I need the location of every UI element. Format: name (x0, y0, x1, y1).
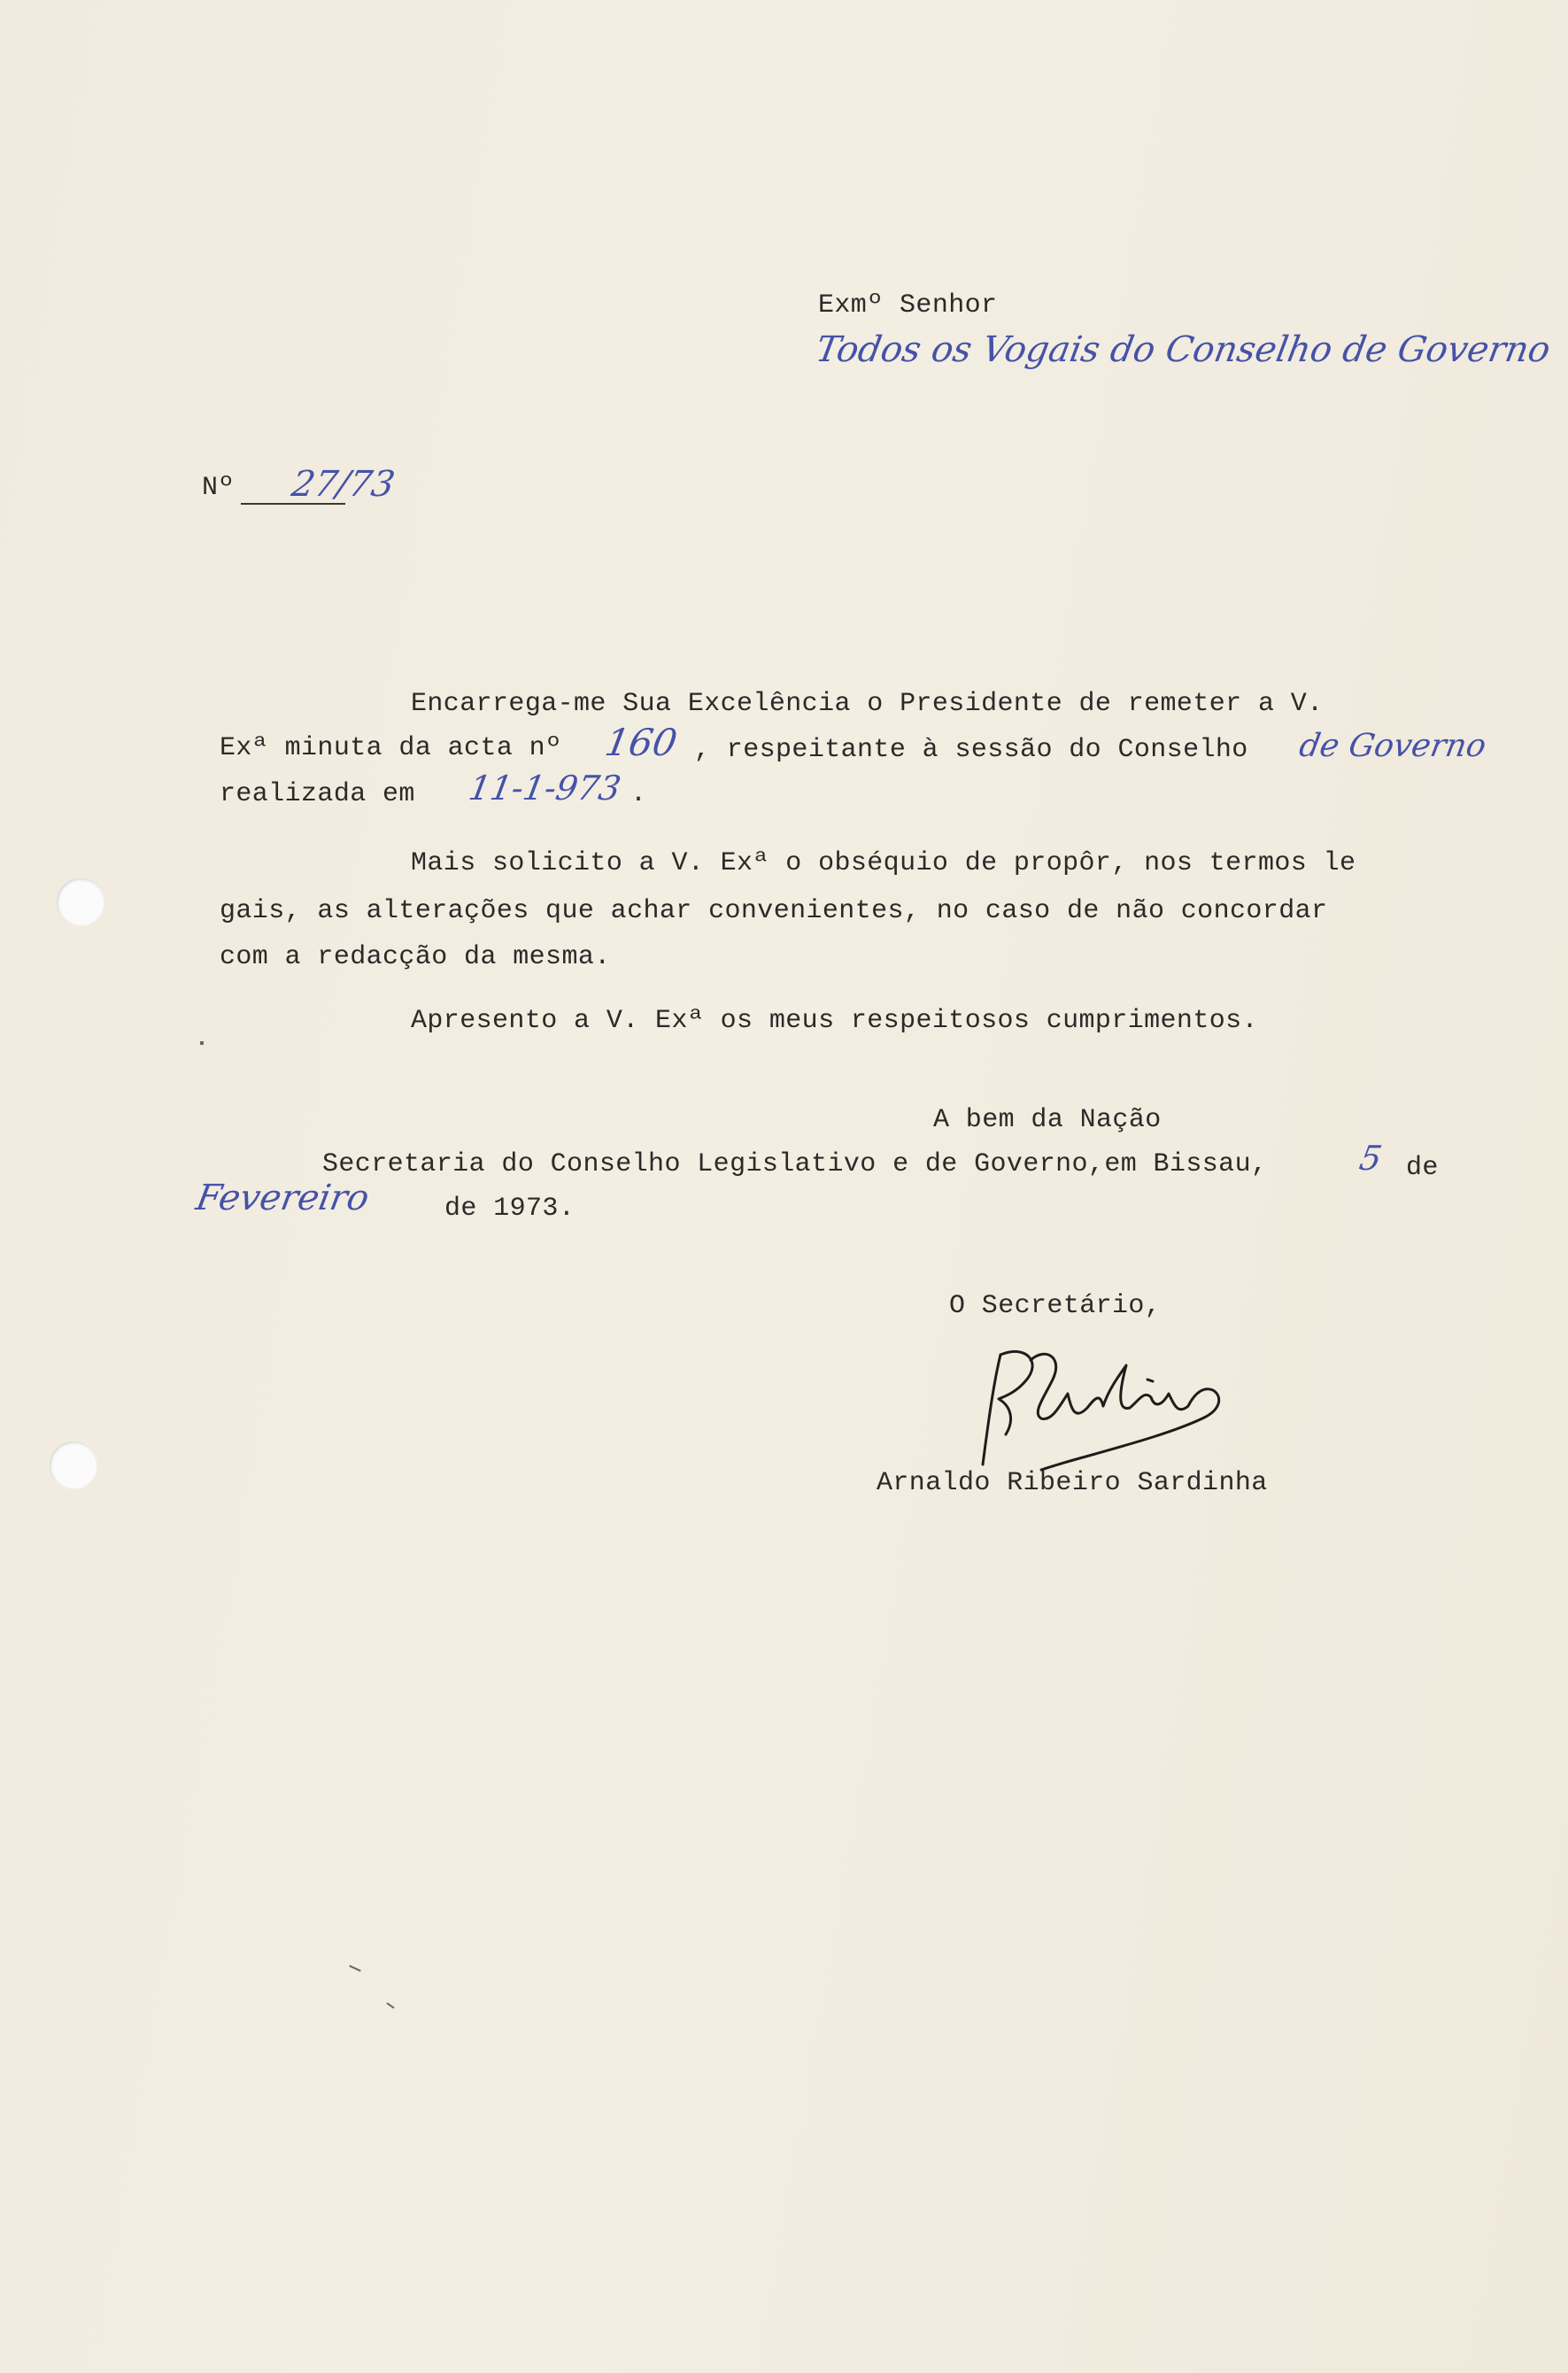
paper-speck (349, 1965, 361, 1972)
day-handwritten: 5 (1356, 1139, 1386, 1178)
paper-speck (200, 1041, 204, 1045)
body-p1-line2b: , respeitante à sessão do Conselho (694, 735, 1248, 765)
body-p2-line1: Mais solicito a V. Exª o obséquio de propôr, nos termos le (411, 848, 1356, 878)
body-p1-line1: Encarrega-me Sua Excelência o Presidente de remeter a V. (411, 689, 1324, 719)
signature-role: O Secretário, (949, 1291, 1162, 1321)
number-handwritten: 27/73 (288, 464, 398, 505)
signatory-name: Arnaldo Ribeiro Sardinha (877, 1468, 1268, 1498)
number-label: Nº (202, 473, 235, 503)
closing-year-line: de 1973. (444, 1194, 575, 1224)
body-p1-line2a: Exª minuta da acta nº (220, 733, 562, 763)
council-handwritten: de Governo (1296, 728, 1489, 764)
body-p2-line3: com a redacção da mesma. (220, 942, 611, 972)
body-p3-line1: Apresento a V. Exª os meus respeitosos cumprimentos. (411, 1006, 1258, 1036)
handwritten-signature (956, 1335, 1240, 1486)
body-p1-line3a: realizada em (220, 779, 415, 809)
month-handwritten: Fevereiro (192, 1178, 373, 1218)
body-p2-line2: gais, as alterações que achar convenientes, no caso de não concordar (220, 896, 1328, 926)
closing-place-line: Secretaria do Conselho Legislativo e de Governo,em Bissau, (322, 1149, 1268, 1179)
closing-motto: A bem da Nação (933, 1105, 1162, 1135)
session-date-handwritten: 11-1-973 (466, 769, 624, 808)
salutation: Exmº Senhor (818, 290, 998, 321)
body-p1-line3b: . (630, 779, 647, 809)
acta-number-handwritten: 160 (601, 721, 681, 764)
closing-de-word: de (1406, 1153, 1439, 1183)
punch-hole-top (57, 878, 104, 926)
paper-speck (386, 2002, 394, 2008)
punch-hole-bottom (50, 1442, 97, 1489)
recipient-handwritten: Todos os Vogais do Conselho de Governo (812, 329, 1554, 370)
